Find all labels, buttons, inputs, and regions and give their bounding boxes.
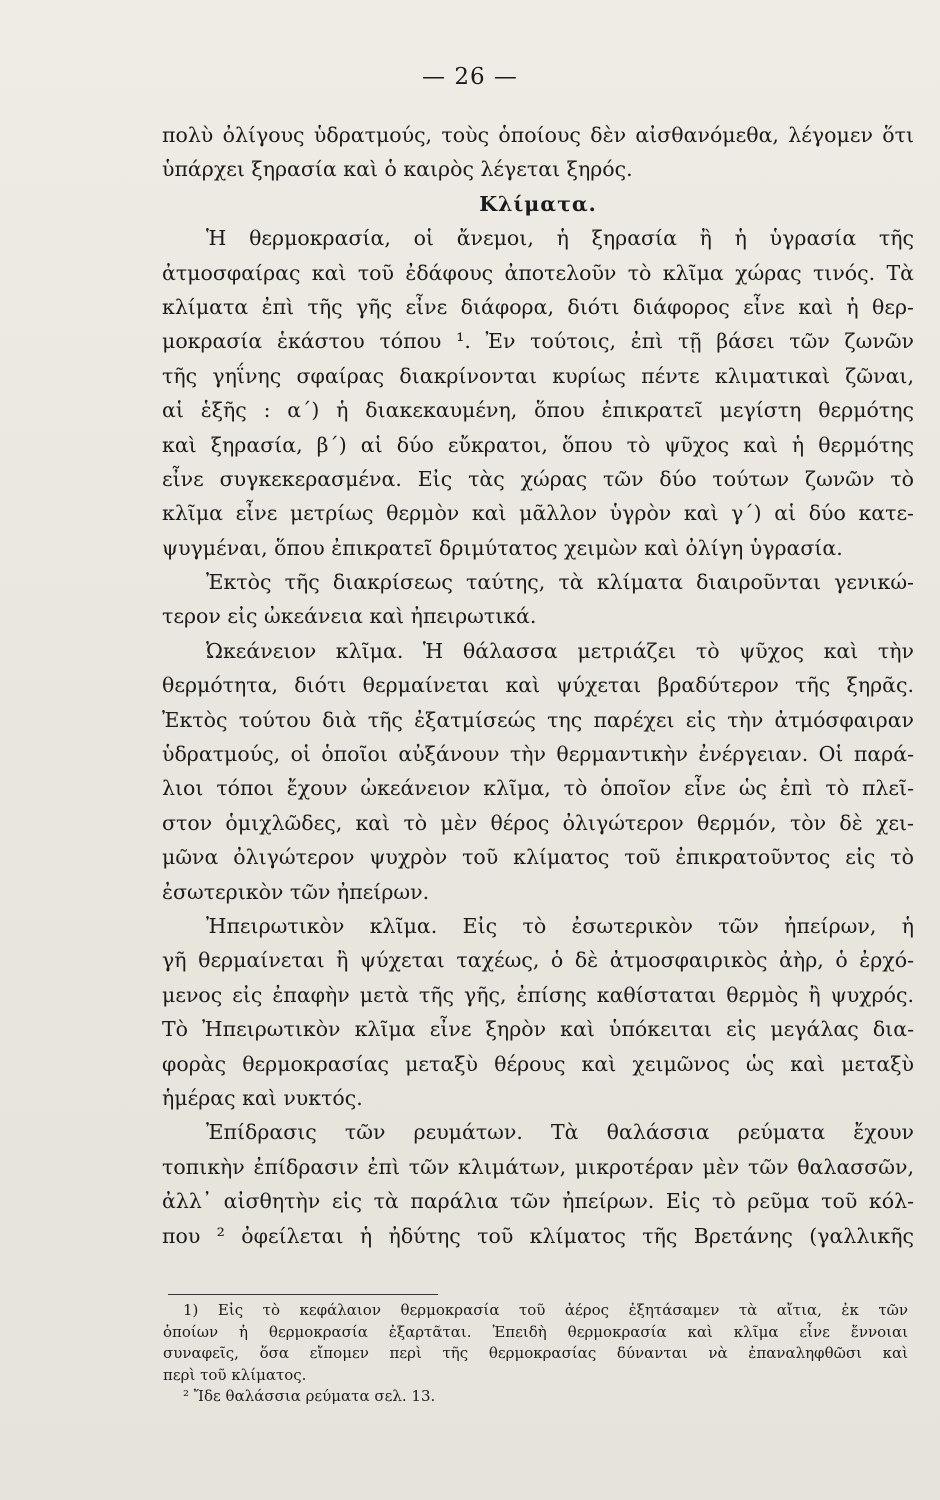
- text-line: τοπικὴν ἐπίδρασιν ἐπὶ τῶν κλιμάτων, μικροτέραν μὲν τῶν θαλασσῶν,: [162, 1154, 914, 1179]
- text-line: ὑπάρχει ξηρασία καὶ ὁ καιρὸς λέγεται ξηρός.: [162, 157, 633, 182]
- text-line: αἱ ἑξῆς : α΄) ἡ διακεκαυμένη, ὅπου ἐπικρατεῖ μεγίστη θερμότης: [162, 398, 914, 423]
- footnote-line: συναφεῖς, ὅσα εἴπομεν περὶ τῆς θερμοκρασίας δύνανται νὰ ἐπαναληφθῶσι καὶ: [163, 1344, 908, 1362]
- text-line: Ἡ θερμοκρασία, οἱ ἄνεμοι, ἡ ξηρασία ἢ ἡ ὑγρασία τῆς: [206, 226, 914, 251]
- subheading-epidrasis-revmaton: Ἐπίδρασις τῶν ρευμάτων. Τὰ θαλάσσια ρεύματα ἔχουν: [206, 1120, 914, 1145]
- text-line: κλίματα ἐπὶ τῆς γῆς εἶνε διάφορα, διότι διάφορος εἶνε καὶ ἡ θερ-: [162, 294, 914, 319]
- page-number: — 26 —: [422, 64, 518, 90]
- footnote-line: περὶ τοῦ κλίματος.: [163, 1365, 307, 1384]
- text-line: ἡμέρας καὶ νυκτός.: [162, 1085, 363, 1110]
- text-line: στον ὁμιχλῶδες, καὶ τὸ μὲν θέρος ὀλιγώτερον θερμόν, τὸν δὲ χει-: [162, 810, 914, 835]
- text-line: μενος εἰς ἐπαφὴν μετὰ τῆς γῆς, ἐπίσης καθίσταται θερμὸς ἢ ψυχρός.: [162, 982, 914, 1007]
- text-line: Τὸ Ἠπειρωτικὸν κλῖμα εἶνε ξηρὸν καὶ ὑπόκειται εἰς μεγάλας δια-: [162, 1017, 914, 1042]
- footnote-divider: [168, 1294, 438, 1295]
- footnote-line: ² Ἴδε θαλάσσια ρεύματα σελ. 13.: [183, 1387, 436, 1405]
- text-line: Ἐκτὸς τούτου διὰ τῆς ἐξατμίσεώς της παρέχει εἰς τὴν ἀτμόσφαιραν: [162, 707, 914, 732]
- subheading-okeaneion-klima: Ὠκεάνειον κλῖμα. Ἡ θάλασσα μετριάζει τὸ ψῦχος καὶ τὴν: [206, 638, 914, 663]
- text-line: που ² ὀφείλεται ἡ ἠδύτης τοῦ κλίματος τῆς Βρετάνης (γαλλικῆς: [162, 1223, 914, 1248]
- subheading-ipeirotikon-klima: Ἠπειρωτικὸν κλῖμα. Εἰς τὸ ἐσωτερικὸν τῶν ἠπείρων, ἡ: [206, 913, 914, 938]
- text-line: ἐσωτερικὸν τῶν ἠπείρων.: [162, 879, 430, 904]
- text-line: καὶ ξηρασία, β΄) αἱ δύο εὔκρατοι, ὅπου τὸ ψῦχος καὶ ἡ θερμότης: [162, 432, 914, 457]
- text-line: κλῖμα εἶνε μετρίως θερμὸν καὶ μᾶλλον ὑγρὸν καὶ γ΄) αἱ δύο κατε-: [162, 501, 914, 526]
- footnote-line: 1) Εἰς τὸ κεφάλαιον θερμοκρασία τοῦ ἀέρος ἐξητάσαμεν τὰ αἴτια, ἐκ τῶν: [183, 1301, 908, 1319]
- footnotes: [163, 1300, 908, 1408]
- text-line: γῆ θερμαίνεται ἢ ψύχεται ταχέως, ὁ δὲ ἀτμοσφαιρικὸς ἀὴρ, ὁ ἐρχό-: [162, 948, 914, 973]
- footnote-line: ὁποίων ἡ θερμοκρασία ἐξαρτᾶται. Ἐπειδὴ θερμοκρασία καὶ κλῖμα εἶνε ἔννοιαι: [163, 1322, 908, 1341]
- text-line: ἀτμοσφαίρας καὶ τοῦ ἐδάφους ἀποτελοῦν τὸ κλῖμα χώρας τινός. Τὰ: [162, 260, 914, 285]
- text-line: τερον εἰς ὠκεάνεια καὶ ἠπειρωτικά.: [162, 604, 537, 629]
- section-heading-klimata: Κλίματα.: [479, 191, 597, 216]
- text-line: ὑδρατμούς, οἱ ὁποῖοι αὐξάνουν τὴν θερμαντικὴν ἐνέργειαν. Οἱ παρά-: [162, 742, 914, 767]
- text-line: μοκρασία ἑκάστου τόπου ¹. Ἐν τούτοις, ἐπὶ τῇ βάσει τῶν ζωνῶν: [162, 329, 914, 354]
- text-line: πολὺ ὀλίγους ὑδρατμούς, τοὺς ὁποίους δὲν αἰσθανόμεθα, λέγομεν ὅτι: [162, 123, 914, 147]
- text-line: λιοι τόποι ἔχουν ὠκεάνειον κλῖμα, τὸ ὁποῖον εἶνε ὡς ἐπὶ τὸ πλεῖ-: [162, 776, 914, 801]
- text-line: ψυγμέναι, ὅπου ἐπικρατεῖ δριμύτατος χειμὼν καὶ ὀλίγη ὑγρασία.: [162, 535, 843, 560]
- text-line: τῆς γηΐνης σφαίρας διακρίνονται κυρίως πέντε κλιματικαὶ ζῶναι,: [162, 363, 914, 388]
- text-line: θερμότητα, διότι θερμαίνεται καὶ ψύχεται βραδύτερον τῆς ξηρᾶς.: [162, 673, 914, 698]
- text-line: εἶνε συγκεκερασμένα. Εἰς τὰς χώρας τῶν δύο τούτων ζωνῶν τὸ: [162, 466, 914, 491]
- main-text: [162, 118, 914, 1253]
- text-line: φορὰς θερμοκρασίας μεταξὺ θέρους καὶ χειμῶνος ὡς καὶ μεταξὺ: [162, 1051, 914, 1076]
- text-line: ἀλλ᾽ αἰσθητὴν εἰς τὰ παράλια τῶν ἠπείρων. Εἰς τὸ ρεῦμα τοῦ κόλ-: [162, 1189, 914, 1214]
- text-line: Ἐκτὸς τῆς διακρίσεως ταύτης, τὰ κλίματα διαιροῦνται γενικώ-: [206, 570, 914, 595]
- text-line: μῶνα ὀλιγώτερον ψυχρὸν τοῦ κλίματος τοῦ ἐπικρατοῦντος εἰς τὸ: [162, 845, 914, 870]
